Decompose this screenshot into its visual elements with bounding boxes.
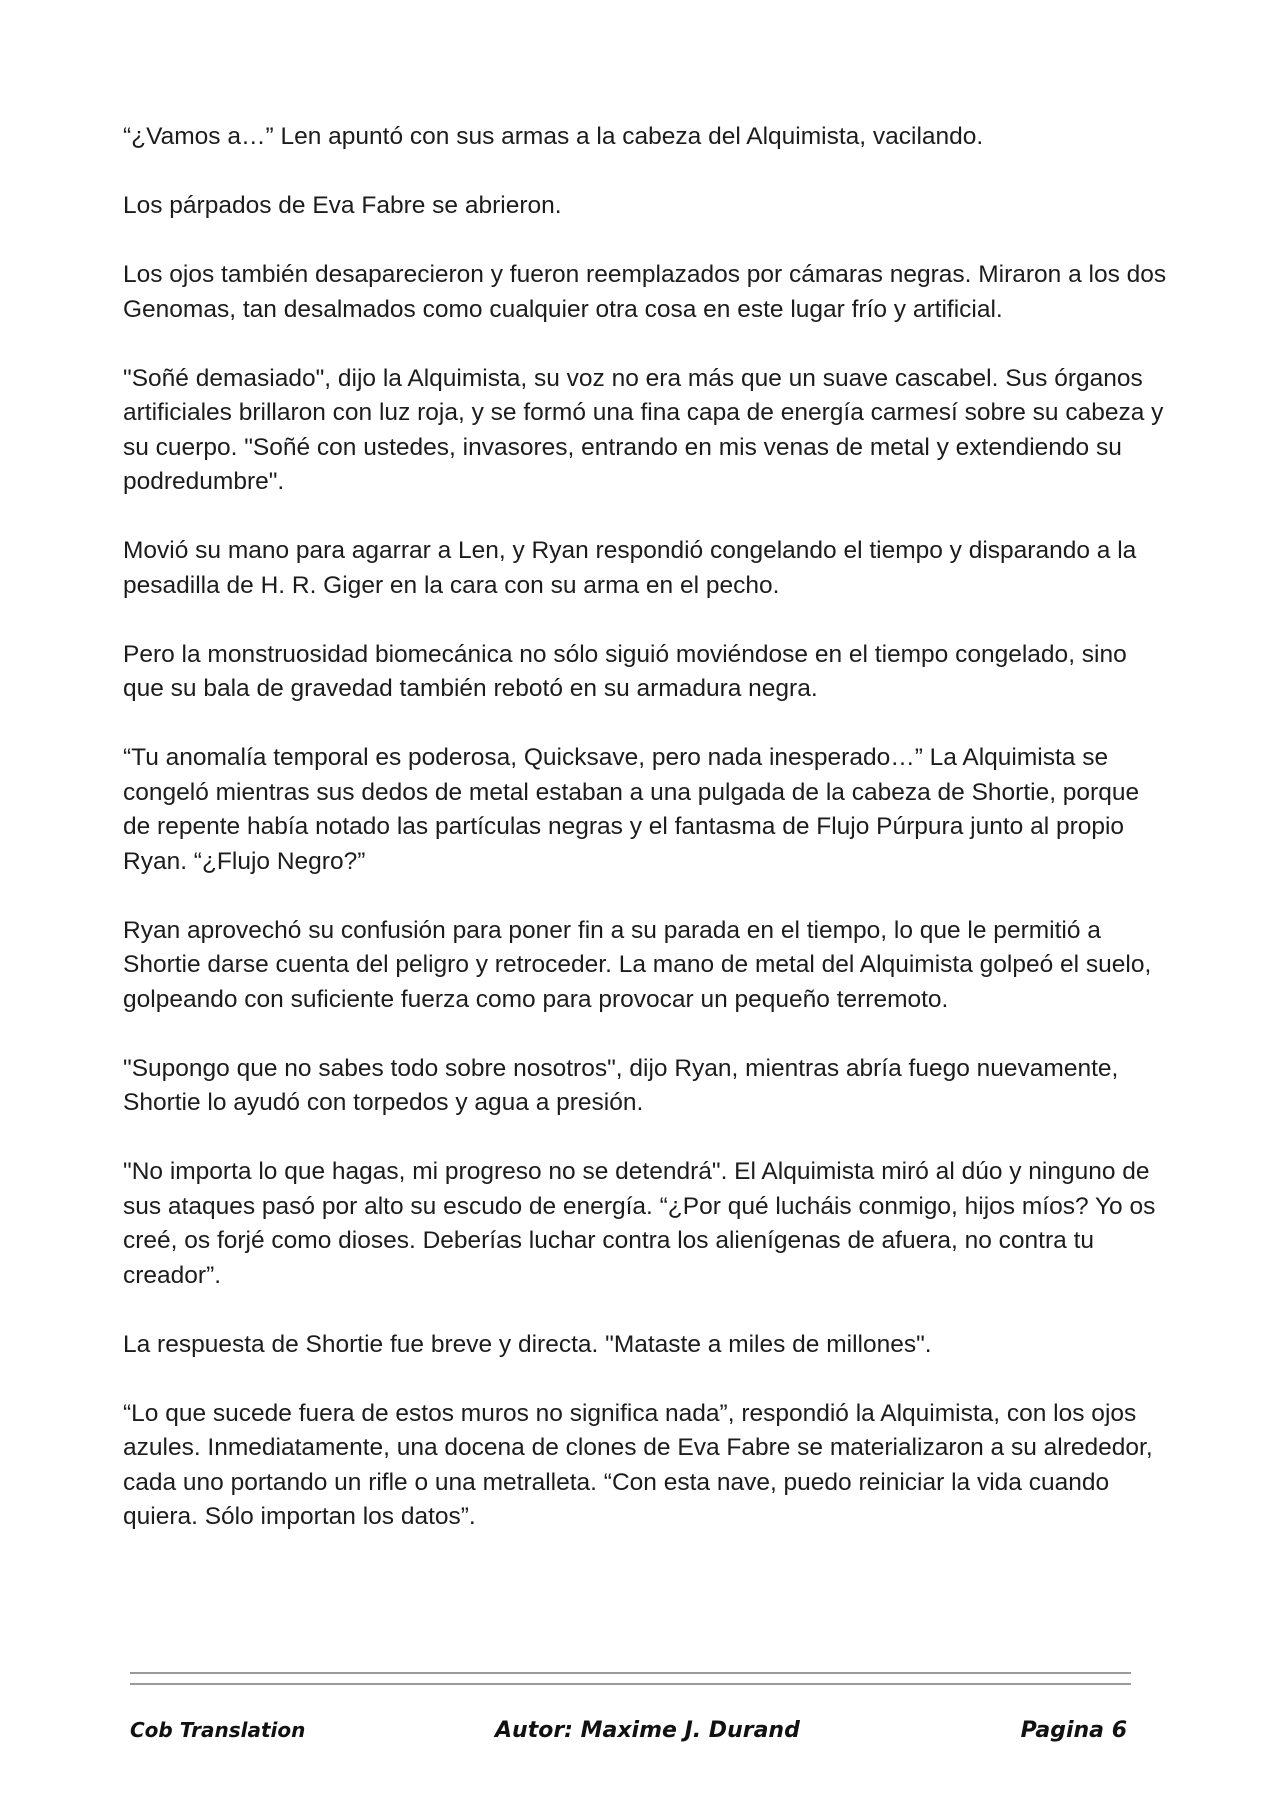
paragraph: “¿Vamos a…” Len apuntó con sus armas a la cabeza del Alquimista, vacilando. bbox=[123, 123, 984, 150]
paragraph: "Soñé demasiado", dijo la Alquimista, su voz no era más que un suave cascabel. Sus órganos artificiales brillaron con luz roja, y se formó una fina capa de energía carmesí sobre su cabeza y su cuerpo. "Soñé con ustedes, invasores, entrando en mis venas de metal y extendiendo su podredumbre". bbox=[123, 364, 1164, 495]
footer-author: Autor: Maxime J. Durand bbox=[495, 1718, 800, 1743]
paragraph: “Lo que sucede fuera de estos muros no significa nada”, respondió la Alquimista, con los ojos azules. Inmediatamente, una docena de clones de Eva Fabre se materializaron a su alrededor, cada uno portando un rifle o una metralleta. “Con esta nave, puedo reiniciar la vida cuando quiera. Sólo importan los datos”. bbox=[123, 1399, 1153, 1530]
paragraph: "Supongo que no sabes todo sobre nosotros", dijo Ryan, mientras abría fuego nuevamente, Shortie lo ayudó con torpedos y agua a presión. bbox=[123, 1054, 1119, 1116]
footer-page-number: Pagina 6 bbox=[1020, 1718, 1127, 1743]
body-text bbox=[123, 120, 1168, 1569]
paragraph: Los párpados de Eva Fabre se abrieron. bbox=[123, 192, 562, 219]
paragraph: Movió su mano para agarrar a Len, y Ryan respondió congelando el tiempo y disparando a la pesadilla de H. R. Giger en la cara con su arma en el pecho. bbox=[123, 537, 1137, 599]
paragraph: Ryan aprovechó su confusión para poner fin a su parada en el tiempo, lo que le permitió a Shortie darse cuenta del peligro y retroceder. La mano de metal del Alquimista golpeó el suelo, golpeando con suficiente fuerza como para provocar un pequeño terremoto. bbox=[123, 916, 1152, 1013]
paragraph: La respuesta de Shortie fue breve y directa. "Mataste a miles de millones". bbox=[123, 1330, 932, 1358]
footer-divider-top bbox=[130, 1672, 1131, 1674]
page-footer bbox=[130, 1718, 1131, 1748]
footer-divider-bottom bbox=[130, 1683, 1131, 1685]
paragraph: “Tu anomalía temporal es poderosa, Quicksave, pero nada inesperado…” La Alquimista se congeló mientras sus dedos de metal estaban a una pulgada de la cabeza de Shortie, porque de repente había notado las partículas negras y el fantasma de Flujo Púrpura junto al propio Ryan. “¿Flujo Negro?” bbox=[123, 744, 1140, 875]
paragraph: Los ojos también desaparecieron y fueron reemplazados por cámaras negras. Miraron a los dos Genomas, tan desalmados como cualquier otra cosa en este lugar frío y artificial. bbox=[123, 261, 1167, 323]
paragraph: Pero la monstruosidad biomecánica no sólo siguió moviéndose en el tiempo congelado, sino que su bala de gravedad también rebotó en su armadura negra. bbox=[123, 640, 1127, 702]
paragraph: "No importa lo que hagas, mi progreso no se detendrá". El Alquimista miró al dúo y ninguno de sus ataques pasó por alto su escudo de energía. “¿Por qué lucháis conmigo, hijos míos? Yo os creé, os forjé como dioses. Deberías luchar contra los alienígenas de afuera, no contra tu creador”. bbox=[123, 1158, 1156, 1289]
footer-translator: Cob Translation bbox=[130, 1718, 306, 1742]
